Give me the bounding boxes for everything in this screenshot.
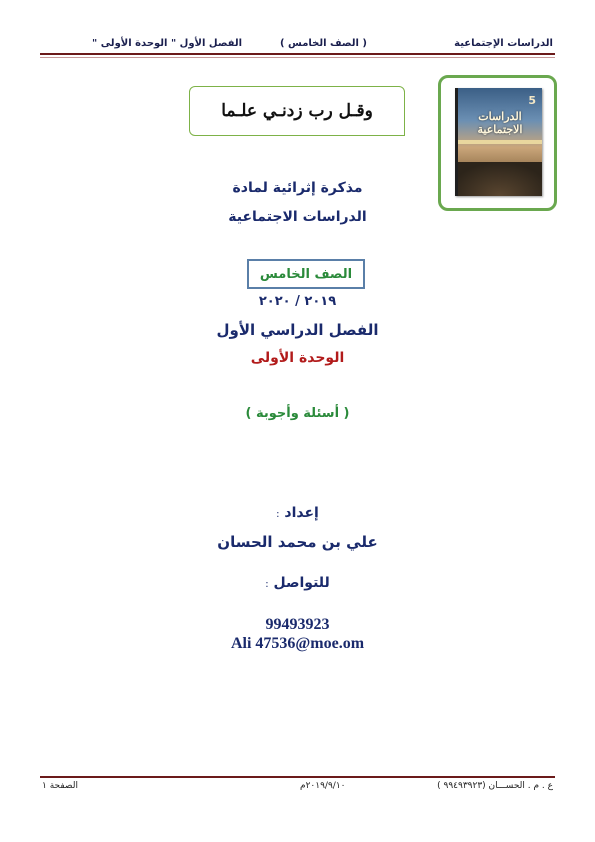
- qa-label: ( أسئلة وأجوبة ): [245, 406, 350, 421]
- prepared-label: إعداد: [284, 505, 319, 521]
- book-band: [458, 140, 542, 144]
- footer-rule: [40, 776, 555, 778]
- header-subject: الدراسات الإجتماعية: [454, 38, 553, 49]
- contact-phone: 99493923: [265, 616, 330, 633]
- contact-label: للتواصل: [273, 575, 330, 591]
- contact-email[interactable]: Ali 47536@moe.om: [230, 635, 365, 652]
- quote-text: وقـل رب زدنـي علـما: [221, 101, 373, 121]
- book-title: [462, 110, 538, 136]
- unit: الوحدة الأولى: [250, 350, 345, 366]
- prepared-colon: :: [276, 509, 280, 520]
- header-grade: ( الصف الخامس ): [280, 38, 368, 49]
- header-term-unit: الفصل الأول " الوحدة الأولى ": [92, 38, 243, 49]
- author-name: علي بن محمد الحسان: [217, 533, 378, 551]
- grade-text: الصف الخامس: [259, 266, 353, 282]
- school-year: ٢٠١٩ / ٢٠٢٠: [258, 294, 337, 309]
- footer-page-number: الصفحة ١: [42, 781, 78, 791]
- header-rule: [40, 53, 555, 55]
- grade-box: [247, 259, 365, 289]
- book-title-line1: الدراسات: [478, 110, 522, 123]
- contact-colon: :: [265, 579, 269, 590]
- quote-box: [189, 86, 405, 136]
- contact-label-row: [40, 575, 555, 591]
- book-number: 5: [528, 94, 536, 107]
- prepared-label-row: [40, 505, 555, 521]
- semester: الفصل الدراسي الأول: [216, 321, 379, 339]
- header-rule-secondary: [40, 57, 555, 58]
- footer-author: ع . م . الحســـان (٩٩٤٩٣٩٢٣ ): [437, 781, 553, 791]
- footer-date: ٢٠١٩/٩/١٠م: [300, 781, 346, 791]
- title-line2: الدراسات الاجتماعية: [228, 209, 367, 225]
- book-title-line2: الاجتماعية: [477, 123, 523, 136]
- title-line1: مذكرة إثرائية لمادة: [232, 180, 363, 196]
